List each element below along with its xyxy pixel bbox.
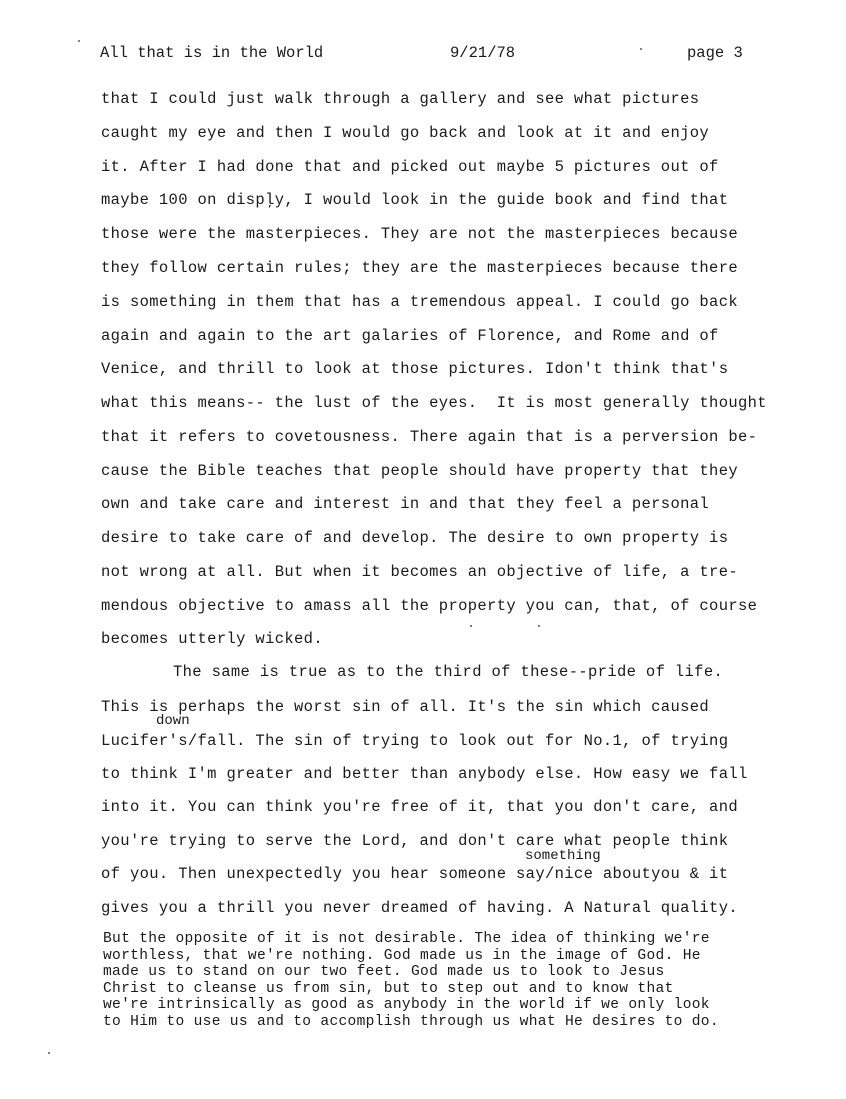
text-line: mendous objective to amass all the property you can, that, of course [101, 597, 758, 615]
text-line: is something in them that has a tremendous appeal. I could go back [101, 293, 738, 311]
text-line: to Him to use us and to accomplish through us what He desires to do. [103, 1014, 719, 1030]
text-line: they follow certain rules; they are the masterpieces because there [101, 259, 738, 277]
text-line: to think I'm greater and better than anybody else. How easy we fall [101, 765, 748, 783]
scan-speck [470, 625, 472, 627]
text-line: becomes utterly wicked. [101, 630, 323, 648]
scan-speck [640, 48, 642, 50]
text-line: made us to stand on our two feet. God made us to look to Jesus [103, 964, 665, 980]
page-header [100, 44, 760, 66]
text-line: cause the Bible teaches that people should have property that they [101, 462, 738, 480]
interlinear-insertion: something [525, 848, 601, 864]
scan-speck [48, 1052, 50, 1054]
text-line: gives you a thrill you never dreamed of having. A Natural quality. [101, 899, 738, 917]
text-line: own and take care and interest in and that they feel a personal [101, 495, 710, 513]
text-line: you're trying to serve the Lord, and don't care what people think [101, 832, 729, 850]
text-line: Lucifer's/fall. The sin of trying to look out for No.1, of trying [101, 732, 729, 750]
text-line: This is perhaps the worst sin of all. It's the sin which caused [101, 698, 710, 716]
document-date: 9/21/78 [450, 44, 516, 62]
text-line: desire to take care of and develop. The desire to own property is [101, 529, 729, 547]
text-line: Christ to cleanse us from sin, but to step out and to know that [103, 981, 674, 997]
text-line: it. After I had done that and picked out maybe 5 pictures out of [101, 158, 719, 176]
text-line: that it refers to covetousness. There again that is a perversion be- [101, 428, 758, 446]
text-line: maybe 100 on dispļy, I would look in the guide book and find that [101, 191, 729, 209]
text-line: not wrong at all. But when it becomes an objective of life, a tre- [101, 563, 738, 581]
text-line: into it. You can think you're free of it, that you don't care, and [101, 798, 738, 816]
text-line: what this means-- the lust of the eyes. It is most generally thought [101, 394, 767, 412]
text-line: caught my eye and then I would go back and look at it and enjoy [101, 124, 710, 142]
text-line: Venice, and thrill to look at those pictures. Idon't think that's [101, 360, 729, 378]
text-line: that I could just walk through a gallery and see what pictures [101, 90, 700, 108]
text-line: we're intrinsically as good as anybody in the world if we only look [103, 997, 710, 1013]
text-line: But the opposite of it is not desirable. The idea of thinking we're [103, 931, 710, 947]
text-line: again and again to the art galaries of Florence, and Rome and of [101, 327, 719, 345]
scan-speck [78, 40, 80, 42]
text-line: worthless, that we're nothing. God made us in the image of God. He [103, 948, 701, 964]
interlinear-insertion: down [156, 713, 190, 729]
scan-speck [538, 625, 540, 627]
document-title: All that is in the World [100, 44, 324, 62]
text-line: those were the masterpieces. They are not the masterpieces because [101, 225, 738, 243]
text-line: The same is true as to the third of these--pride of life. [173, 663, 724, 681]
page-number: page 3 [687, 44, 743, 62]
text-line: of you. Then unexpectedly you hear someone say/nice aboutyou & it [101, 865, 729, 883]
